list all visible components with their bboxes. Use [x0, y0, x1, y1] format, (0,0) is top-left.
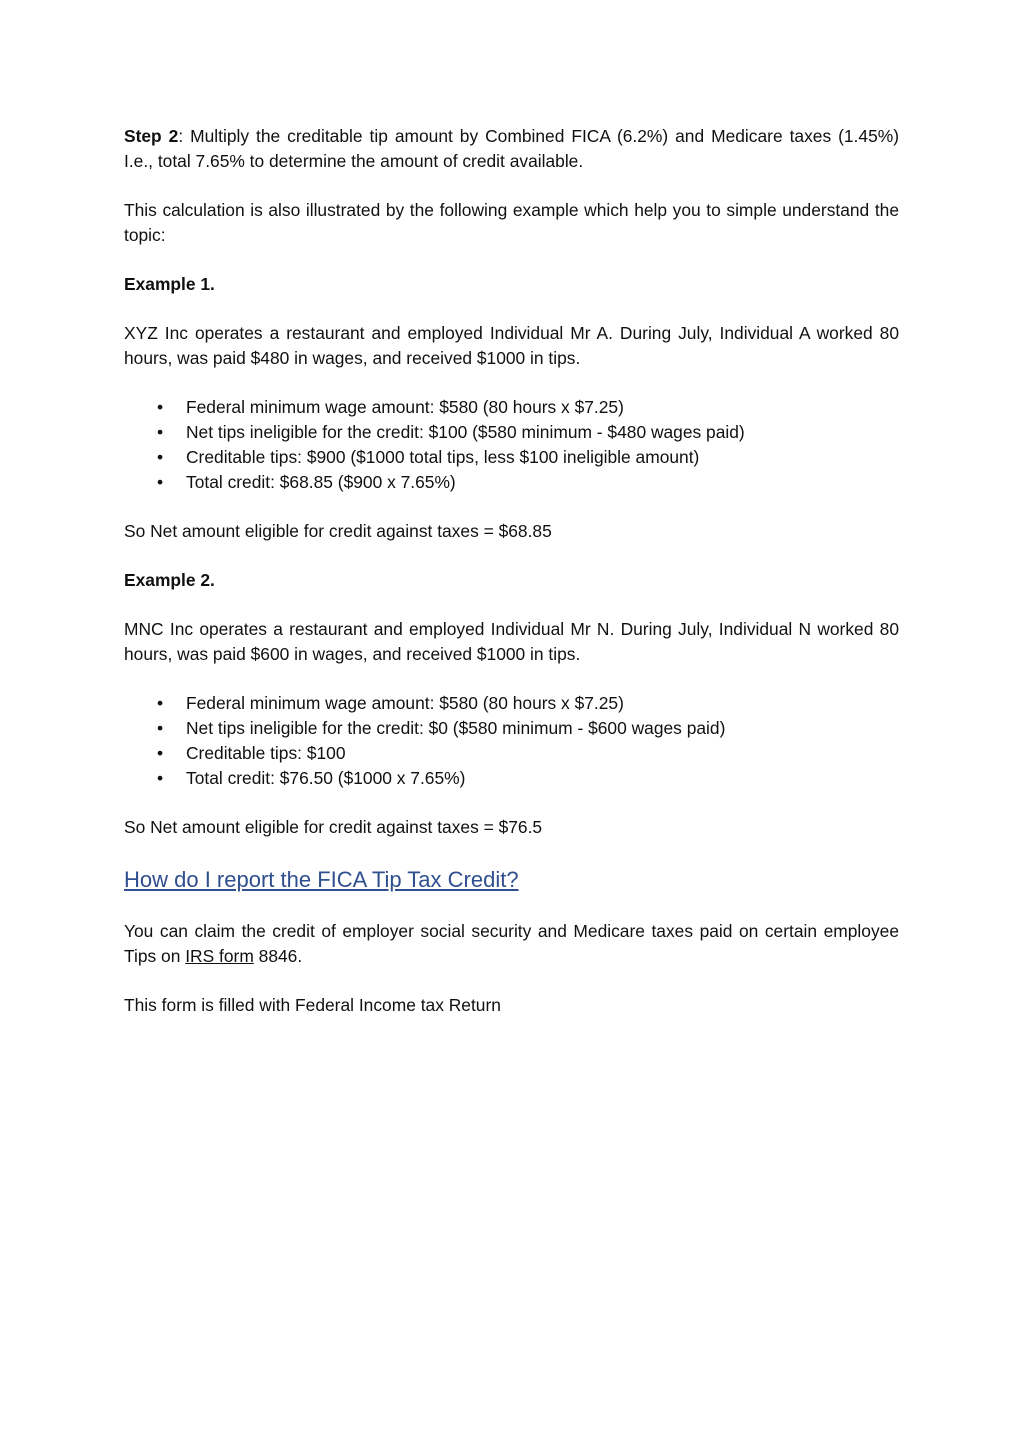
- example2-description: MNC Inc operates a restaurant and employed Individual Mr N. During July, Individual N worked 80 hours, was paid $600 in wages, and received $1000 in tips.: [124, 619, 899, 664]
- report-text-after-link: 8846.: [253, 946, 303, 966]
- intro-paragraph: This calculation is also illustrated by the following example which help you to simple understand the topic:: [124, 200, 899, 245]
- example2-summary: So Net amount eligible for credit against taxes = $76.5: [124, 817, 543, 837]
- irs-form-link[interactable]: IRS form: [185, 946, 254, 966]
- step2-label: Step 2: [124, 126, 179, 146]
- list-item: • Net tips ineligible for the credit: $0 ($580 minimum - $600 wages paid): [186, 716, 899, 741]
- list-item: • Creditable tips: $100: [186, 741, 899, 766]
- report-note: This form is filled with Federal Income tax Return: [124, 995, 501, 1015]
- example1-bullet-list: [124, 395, 899, 495]
- step2-paragraph: [124, 124, 899, 174]
- example2-title: Example 2.: [124, 570, 215, 590]
- example2-bullet-list: [124, 691, 899, 791]
- document-page: [124, 124, 899, 1018]
- list-item: • Federal minimum wage amount: $580 (80 hours x $7.25): [186, 691, 899, 716]
- report-heading: How do I report the FICA Tip Tax Credit?: [124, 867, 519, 892]
- step2-text: : Multiply the creditable tip amount by Combined FICA (6.2%) and Medicare taxes (1.45%) I.e., total 7.65% to determine the amount of credit available.: [124, 126, 899, 171]
- list-item: • Total credit: $68.85 ($900 x 7.65%): [186, 470, 899, 495]
- list-item: • Creditable tips: $900 ($1000 total tips, less $100 ineligible amount): [186, 445, 899, 470]
- report-paragraph: [124, 919, 899, 969]
- list-item: • Total credit: $76.50 ($1000 x 7.65%): [186, 766, 899, 791]
- report-text-before-link: You can claim the credit of employer social security and Medicare taxes paid on certain employee Tips on: [124, 921, 899, 966]
- example1-summary: So Net amount eligible for credit against taxes = $68.85: [124, 521, 552, 541]
- list-item: • Net tips ineligible for the credit: $100 ($580 minimum - $480 wages paid): [186, 420, 899, 445]
- example1-description: XYZ Inc operates a restaurant and employed Individual Mr A. During July, Individual A worked 80 hours, was paid $480 in wages, and received $1000 in tips.: [124, 323, 899, 368]
- list-item: • Federal minimum wage amount: $580 (80 hours x $7.25): [186, 395, 899, 420]
- example1-title: Example 1.: [124, 274, 215, 294]
